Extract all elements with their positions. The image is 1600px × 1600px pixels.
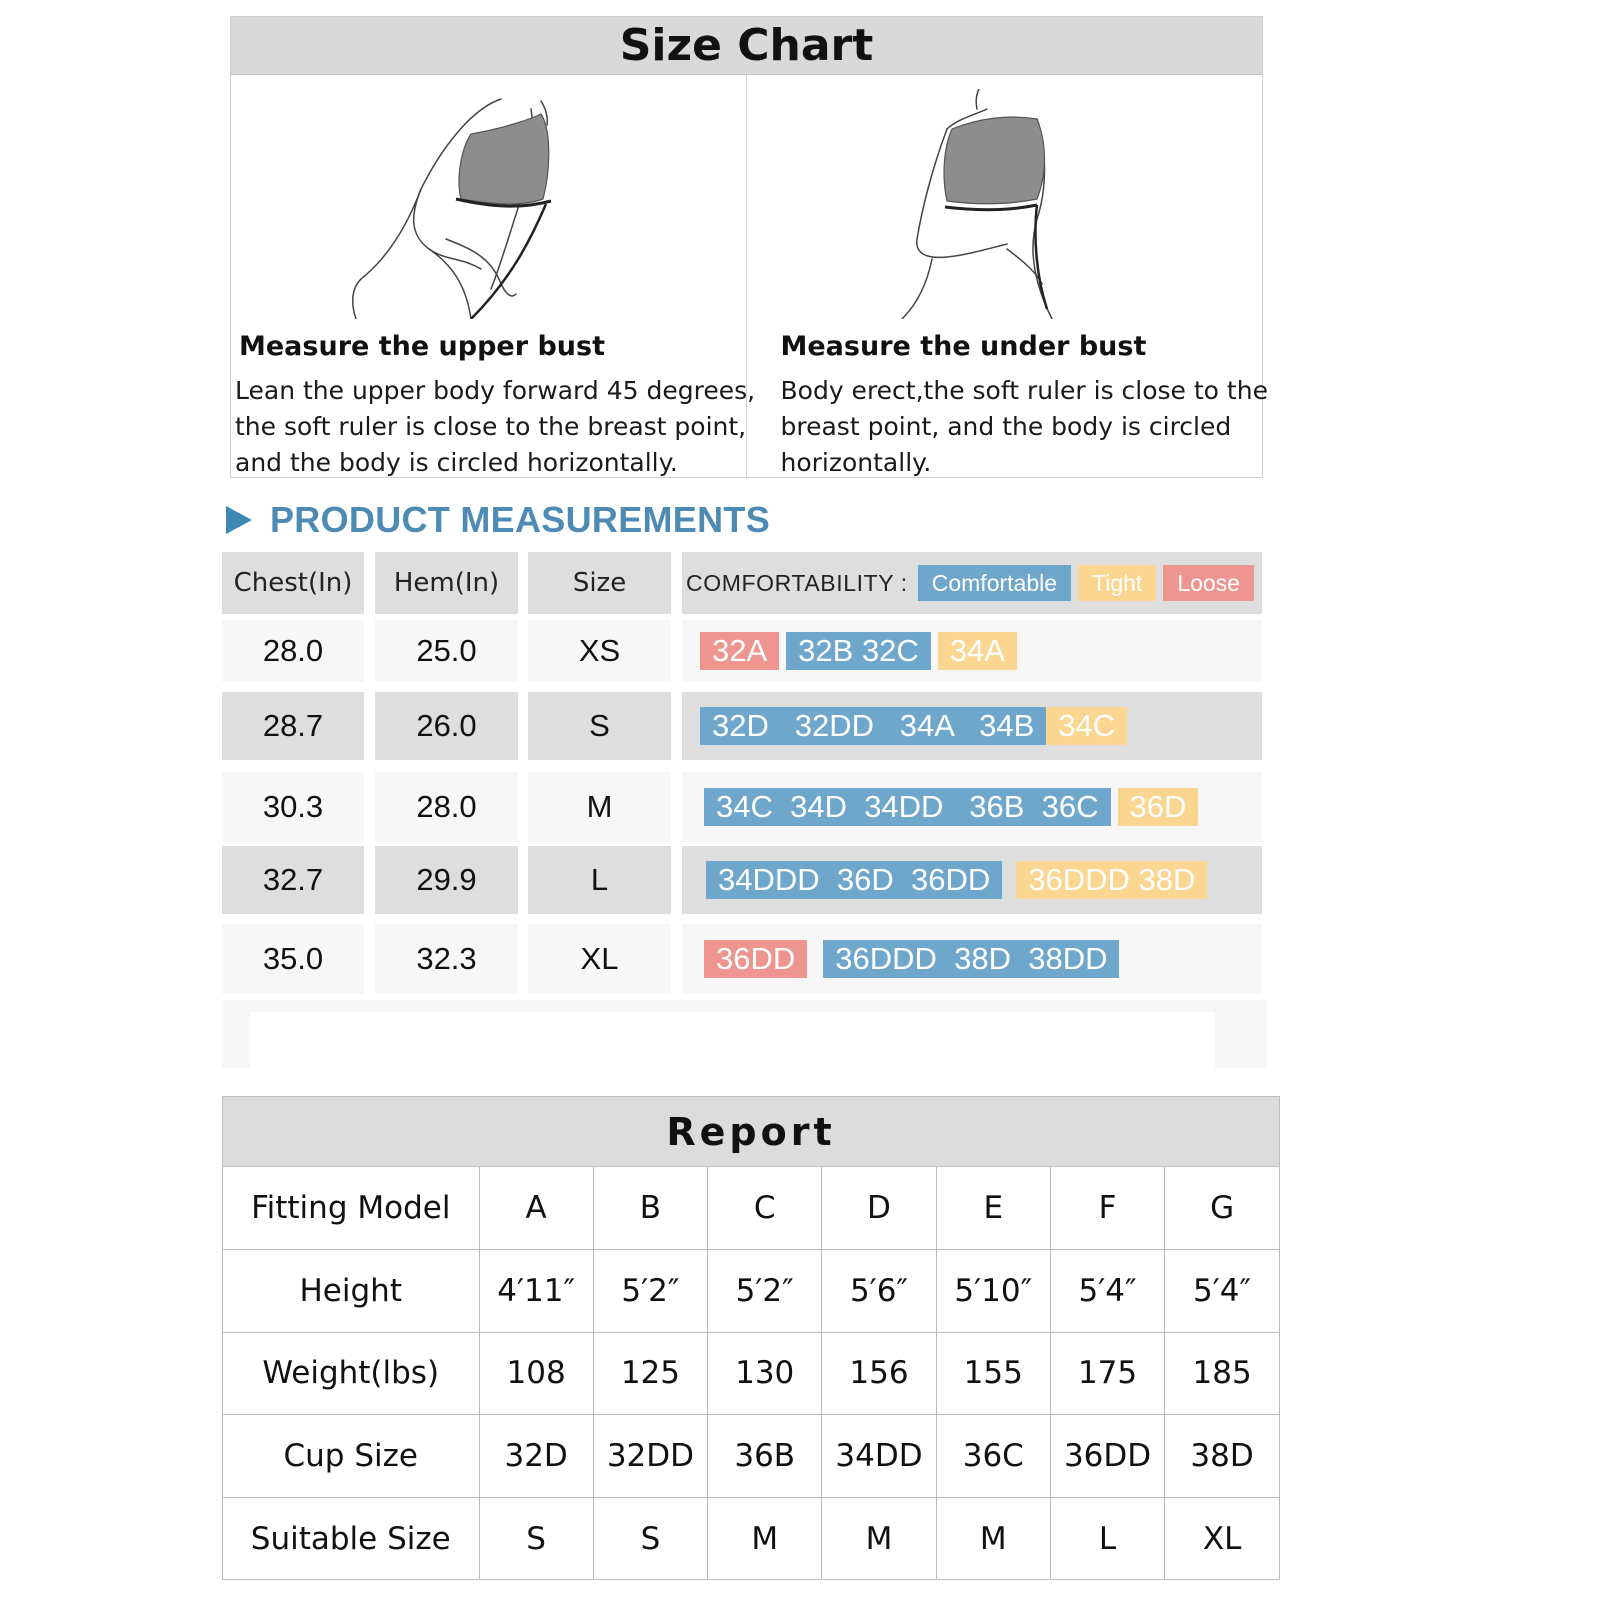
under-bust-heading: Measure the under bust: [780, 331, 1147, 362]
report-table: [223, 1167, 1279, 1580]
table-row: [223, 1497, 1279, 1580]
product-measurements-title: PRODUCT MEASUREMENTS: [270, 499, 771, 540]
size-value: XS: [528, 620, 671, 682]
product-measurements-heading: [226, 498, 770, 542]
fit-chip-tight: 34A: [938, 632, 1017, 670]
under-bust-illustration: [887, 89, 1127, 319]
fit-chip-loose: 36DD: [704, 940, 807, 978]
chest-value: 30.3: [222, 772, 364, 842]
chest-value: 32.7: [222, 846, 364, 914]
hem-value: 26.0: [375, 692, 518, 760]
report-panel: [222, 1096, 1280, 1580]
empty-row-inner: [250, 1012, 1215, 1068]
table-cell: 32DD: [593, 1415, 707, 1498]
fit-chip-tight: 36D: [1118, 788, 1199, 826]
hem-value: 32.3: [375, 924, 518, 994]
table-cell: M: [936, 1497, 1050, 1580]
upper-bust-illustration: [351, 89, 591, 319]
under-bust-line: Body erect,the soft ruler is close to the: [780, 376, 1268, 405]
table-cell: 156: [822, 1332, 936, 1415]
fit-chips-row: [682, 924, 1262, 994]
fit-chip-comfortable: 34C 34D 34DD 36B 36C: [704, 788, 1111, 826]
size-chart-panel: [230, 16, 1268, 478]
size-chart-title: Size Chart: [231, 17, 1262, 75]
fit-chip-comfortable: 32B 32C: [786, 632, 931, 670]
table-cell: 175: [1050, 1332, 1164, 1415]
table-cell: M: [708, 1497, 822, 1580]
table-cell: 34DD: [822, 1415, 936, 1498]
hem-value: 25.0: [375, 620, 518, 682]
table-row: [223, 1332, 1279, 1415]
chest-value: 35.0: [222, 924, 364, 994]
table-cell: 125: [593, 1332, 707, 1415]
chest-value: 28.0: [222, 620, 364, 682]
row-label: Height: [223, 1250, 479, 1333]
table-cell: B: [593, 1167, 707, 1250]
table-cell: A: [479, 1167, 593, 1250]
fit-chips-row: [682, 772, 1262, 842]
table-cell: 130: [708, 1332, 822, 1415]
size-value: L: [528, 846, 671, 914]
arrow-right-icon: [226, 506, 252, 534]
fit-chips-row: [682, 846, 1262, 914]
table-cell: 5′4″: [1050, 1250, 1164, 1333]
fit-chip-tight: 34C: [1046, 707, 1127, 745]
table-cell: 108: [479, 1332, 593, 1415]
hem-value: 28.0: [375, 772, 518, 842]
row-label: Fitting Model: [223, 1167, 479, 1250]
table-cell: E: [936, 1167, 1050, 1250]
measure-instructions: [231, 75, 1268, 477]
under-bust-line: horizontally.: [780, 448, 932, 477]
table-row: [223, 1415, 1279, 1498]
table-cell: 155: [936, 1332, 1050, 1415]
table-cell: C: [708, 1167, 822, 1250]
table-row: [223, 1167, 1279, 1250]
table-cell: 5′10″: [936, 1250, 1050, 1333]
chest-value: 28.7: [222, 692, 364, 760]
table-cell: 38D: [1165, 1415, 1279, 1498]
comfortability-legend: [682, 552, 1262, 614]
hem-value: 29.9: [375, 846, 518, 914]
header-chest: Chest(In): [222, 552, 364, 614]
size-value: S: [528, 692, 671, 760]
fit-chips-row: [682, 620, 1262, 682]
table-cell: XL: [1165, 1497, 1279, 1580]
upper-bust-line: and the body is circled horizontally.: [235, 448, 678, 477]
header-size: Size: [528, 552, 671, 614]
upper-bust-description: [235, 373, 756, 481]
table-cell: 5′2″: [708, 1250, 822, 1333]
fit-chip-tight: 36DDD 38D: [1016, 861, 1207, 899]
table-cell: 32D: [479, 1415, 593, 1498]
table-empty-row: [222, 1000, 1267, 1068]
table-cell: D: [822, 1167, 936, 1250]
table-cell: F: [1050, 1167, 1164, 1250]
table-row: [223, 1250, 1279, 1333]
table-cell: S: [593, 1497, 707, 1580]
size-value: XL: [528, 924, 671, 994]
table-cell: 36C: [936, 1415, 1050, 1498]
upper-bust-panel: [231, 75, 756, 477]
legend-tight: Tight: [1078, 565, 1156, 601]
table-cell: 36DD: [1050, 1415, 1164, 1498]
table-cell: S: [479, 1497, 593, 1580]
table-cell: M: [822, 1497, 936, 1580]
under-bust-line: breast point, and the body is circled: [780, 412, 1232, 441]
table-cell: 4′11″: [479, 1250, 593, 1333]
fit-chip-comfortable: 32D 32DD 34A 34B: [700, 707, 1046, 745]
table-cell: G: [1165, 1167, 1279, 1250]
table-cell: 36B: [708, 1415, 822, 1498]
fit-chips-row: [682, 692, 1262, 760]
legend-comfortable: Comfortable: [918, 565, 1071, 601]
row-label: Suitable Size: [223, 1497, 479, 1580]
size-value: M: [528, 772, 671, 842]
fit-chip-comfortable: 36DDD 38D 38DD: [823, 940, 1119, 978]
upper-bust-heading: Measure the upper bust: [239, 331, 605, 362]
under-bust-description: [781, 373, 1271, 481]
under-bust-panel: [747, 75, 1268, 477]
upper-bust-line: the soft ruler is close to the breast point,: [235, 412, 747, 441]
table-cell: 185: [1165, 1332, 1279, 1415]
comfortability-label: COMFORTABILITY :: [686, 569, 908, 596]
report-title: Report: [223, 1097, 1279, 1167]
upper-bust-line: Lean the upper body forward 45 degrees,: [235, 376, 756, 405]
table-cell: 5′6″: [822, 1250, 936, 1333]
header-hem: Hem(In): [375, 552, 518, 614]
row-label: Cup Size: [223, 1415, 479, 1498]
table-cell: 5′2″: [593, 1250, 707, 1333]
table-cell: 5′4″: [1165, 1250, 1279, 1333]
legend-loose: Loose: [1163, 565, 1254, 601]
fit-chip-comfortable: 34DDD 36D 36DD: [706, 861, 1002, 899]
row-label: Weight(lbs): [223, 1332, 479, 1415]
table-cell: L: [1050, 1497, 1164, 1580]
fit-chip-loose: 32A: [700, 632, 779, 670]
